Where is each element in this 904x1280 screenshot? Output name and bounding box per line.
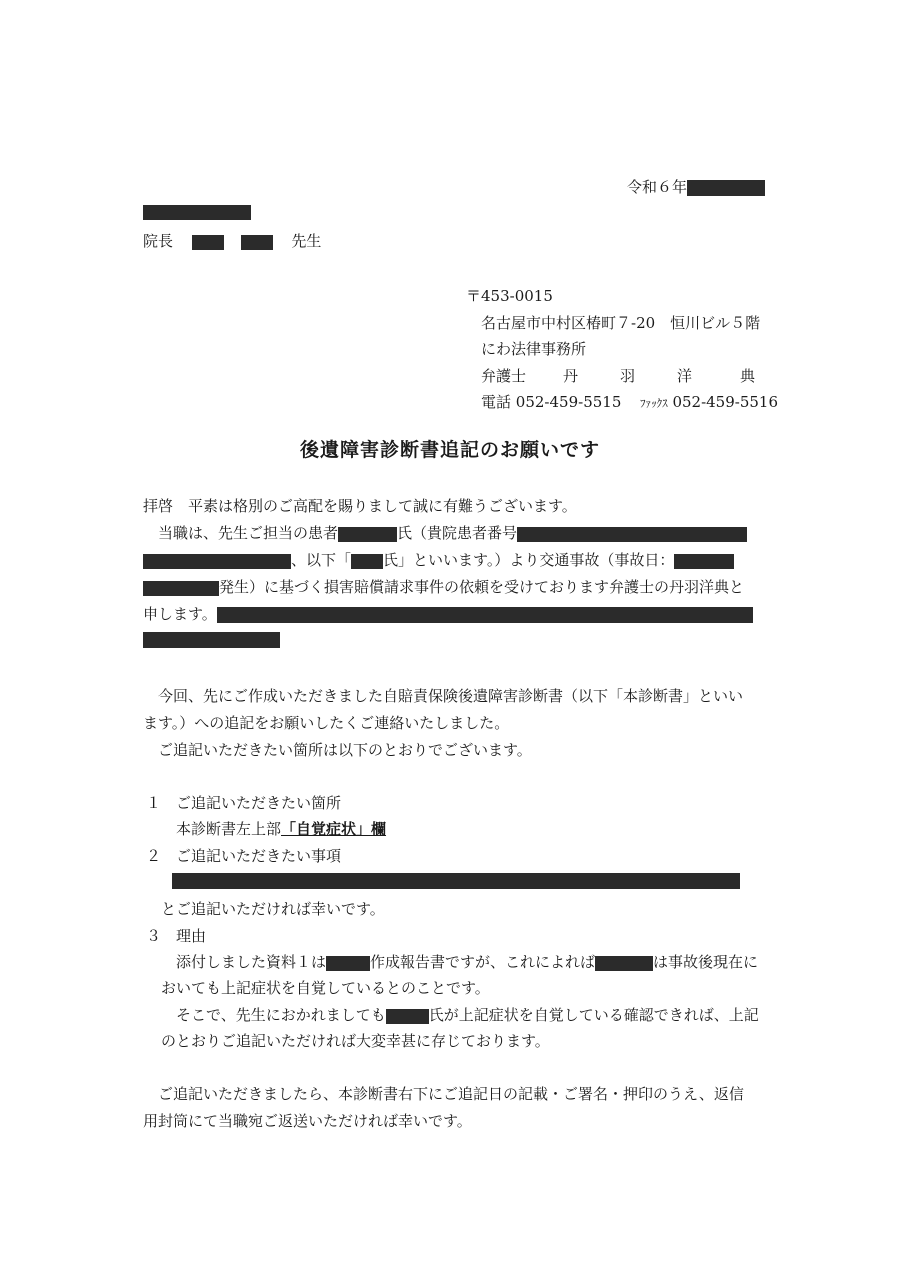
item-3-line-1 bbox=[176, 952, 758, 972]
item-3-text: 氏が上記症状を自覚している確認できれば、上記 bbox=[428, 1006, 759, 1024]
item-2-number: ２ bbox=[146, 847, 162, 865]
item-3-text: は事故後現在に bbox=[653, 953, 759, 971]
redaction bbox=[143, 554, 291, 569]
para2-line-2: ます。）への追記をお願いしたくご連絡いたしました。 bbox=[143, 714, 510, 732]
item-3-text: そこで、先生におかれましても bbox=[176, 1006, 386, 1024]
intro-text: 申します。 bbox=[143, 605, 217, 623]
item-2-label: ご追記いただきたい事項 bbox=[176, 847, 342, 865]
date-line bbox=[627, 177, 765, 197]
intro-text: 当職は、先生ご担当の患者 bbox=[158, 524, 339, 542]
redaction bbox=[192, 235, 224, 250]
redaction bbox=[143, 632, 280, 648]
item-3-line-2: おいても上記症状を自覚しているとのことです。 bbox=[161, 979, 490, 997]
item-1-detail-prefix: 本診断書左上部 bbox=[176, 820, 282, 838]
intro-text: 氏（貴院患者番号 bbox=[397, 524, 518, 542]
redaction bbox=[338, 527, 397, 542]
sender-name-4: 典 bbox=[740, 367, 756, 385]
intro-line-1: 拝啓 平素は格別のご高配を賜りまして誠に有難うございます。 bbox=[143, 497, 577, 515]
para2-line-1: 今回、先にご作成いただきました自賠責保険後遺障害診断書（以下「本診断書」といい bbox=[158, 687, 744, 705]
redaction bbox=[241, 235, 273, 250]
intro-line-2 bbox=[158, 523, 747, 543]
sender-firm: にわ法律事務所 bbox=[481, 340, 587, 358]
item-1-detail-emphasis: 「自覚症状」欄 bbox=[281, 820, 387, 838]
intro-text: 発生）に基づく損害賠償請求事件の依頼を受けております弁護士の丹羽洋典と bbox=[219, 578, 745, 596]
fax-number: 052-459-5516 bbox=[672, 393, 779, 411]
sender-address: 名古屋市中村区椿町７-20 恒川ビル５階 bbox=[481, 314, 761, 332]
document-title: 後遺障害診断書追記のお願いです bbox=[300, 439, 601, 461]
item-3-text: 作成報告書ですが、これによれば bbox=[370, 953, 596, 971]
item-3-text: 添付しました資料１は bbox=[176, 953, 327, 971]
item-2-after: とご追記いただければ幸いです。 bbox=[161, 900, 385, 918]
postal-code: 〒453-0015 bbox=[466, 287, 553, 305]
item-3-line-3 bbox=[176, 1005, 759, 1025]
intro-line-5 bbox=[143, 604, 753, 624]
redaction bbox=[674, 554, 734, 569]
intro-text: 氏」といいます。）より交通事故（事故日： bbox=[383, 551, 675, 569]
redaction bbox=[217, 607, 753, 623]
redaction-hospital-name bbox=[143, 205, 251, 220]
sender-name-1: 丹 bbox=[563, 367, 579, 385]
redaction bbox=[172, 873, 740, 889]
intro-text: 、以下「 bbox=[291, 551, 352, 569]
item-1-detail bbox=[176, 819, 386, 839]
intro-line-4 bbox=[143, 577, 744, 597]
closing-line-1: ご追記いただきましたら、本診断書右下にご追記日の記載・ご署名・押印のうえ、返信 bbox=[158, 1085, 744, 1103]
sender-name-2: 羽 bbox=[620, 367, 636, 385]
redaction bbox=[595, 956, 653, 971]
redaction bbox=[517, 527, 747, 542]
item-3-line-4: のとおりご追記いただければ大変幸甚に存じております。 bbox=[161, 1032, 550, 1050]
intro-line-3 bbox=[143, 550, 734, 570]
date-prefix: 令和６年 bbox=[627, 178, 688, 196]
tel-label: 電話 bbox=[481, 393, 512, 411]
recipient-suffix: 先生 bbox=[291, 232, 322, 250]
item-1-number: １ bbox=[146, 794, 162, 812]
item-3-number: ３ bbox=[146, 927, 162, 945]
para2-line-3: ご追記いただきたい箇所は以下のとおりでございます。 bbox=[158, 741, 532, 759]
sender-contact bbox=[481, 392, 778, 414]
tel-number: 052-459-5515 bbox=[515, 393, 622, 411]
redaction bbox=[386, 1009, 429, 1024]
fax-label: ﾌｧｯｸｽ bbox=[640, 397, 668, 410]
redaction bbox=[687, 180, 765, 196]
sender-name-line bbox=[481, 366, 761, 386]
sender-role: 弁護士 bbox=[481, 367, 527, 385]
redaction bbox=[143, 581, 219, 596]
item-1-label: ご追記いただきたい箇所 bbox=[176, 794, 342, 812]
sender-name-3: 洋 bbox=[677, 367, 693, 385]
recipient-prefix: 院長 bbox=[143, 232, 174, 250]
item-3-label: 理由 bbox=[176, 927, 207, 945]
redaction bbox=[351, 554, 383, 569]
redaction bbox=[326, 956, 370, 971]
recipient-line bbox=[143, 231, 321, 251]
closing-line-2: 用封筒にて当職宛ご返送いただければ幸いです。 bbox=[143, 1112, 472, 1130]
